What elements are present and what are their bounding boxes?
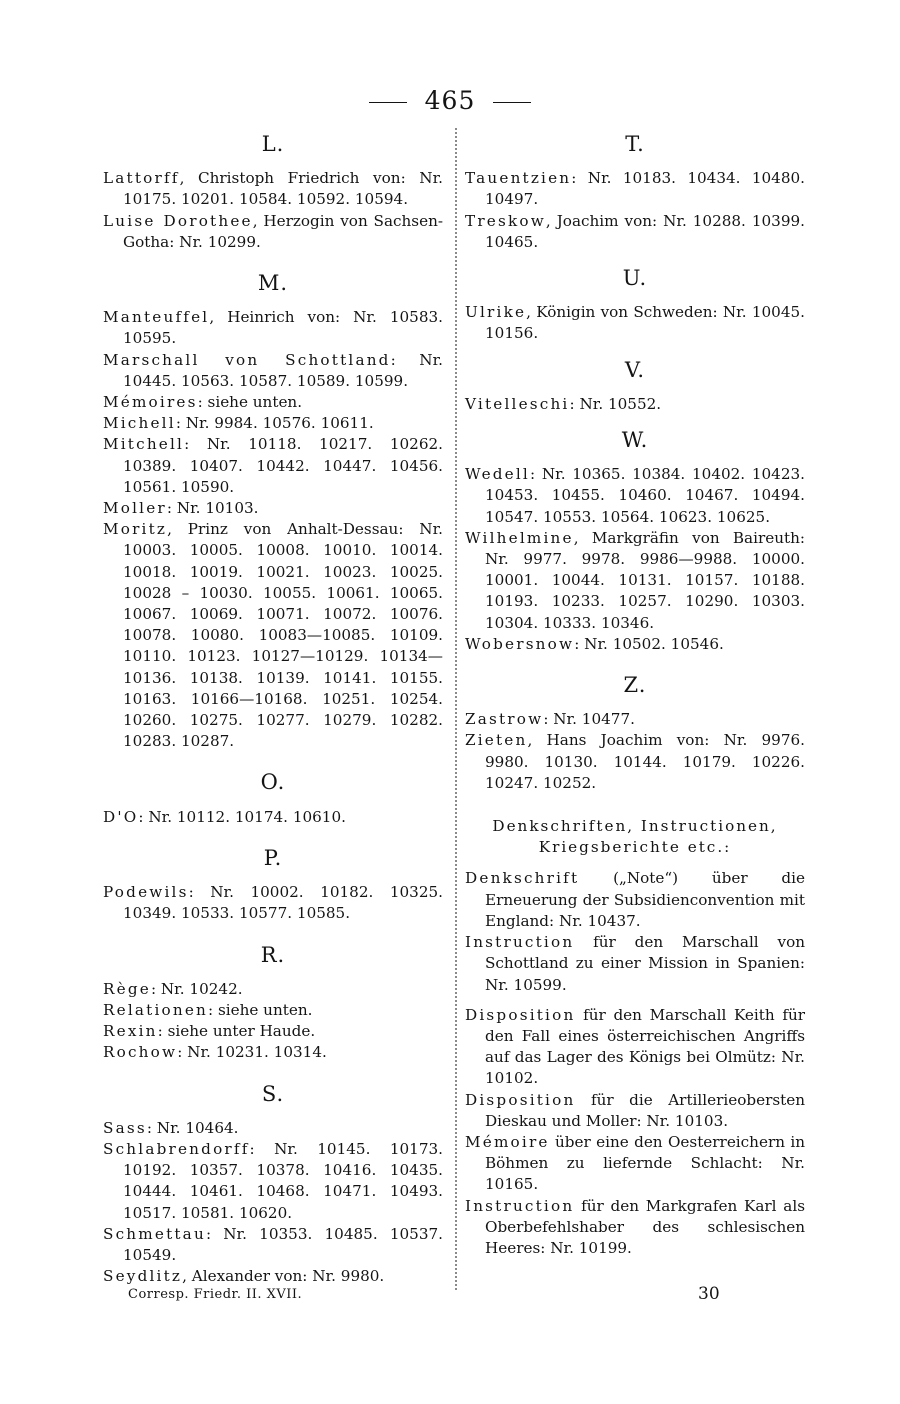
entry-refs: für den Markgrafen Karl als Oberbefehlshaber des schlesischen Heeres: Nr. 10199. [485, 1196, 805, 1257]
entry-name: Michell [103, 414, 176, 433]
index-entry [465, 1090, 805, 1132]
section-letter: L. [261, 132, 285, 156]
entry-refs: über eine den Oesterreichern in Böhmen zu liefernde Schlacht: Nr. 10165. [485, 1132, 805, 1194]
entry-name: Relationen [103, 1000, 208, 1019]
entry-refs: , Joachim von: Nr. 10288. 10399. 10465. [485, 211, 805, 251]
entry-refs: („Note“) über die Erneuerung der Subsidienconvention mit England: Nr. 10437. [485, 869, 805, 930]
index-entry [103, 979, 443, 1000]
header-rule-left [369, 102, 407, 103]
index-entry [103, 1118, 443, 1139]
section-letter: Z. [623, 673, 647, 698]
entry-name: Wedell [465, 465, 530, 484]
entry-name: Mitchell [103, 435, 185, 454]
section-letter: O. [260, 770, 286, 795]
index-entry [103, 1042, 443, 1063]
section-m [103, 273, 443, 752]
index-entry [103, 1000, 443, 1021]
entry-name: Rège [103, 979, 151, 998]
entry-name: Instruction [465, 933, 575, 952]
entry-name: Wobersnow [465, 634, 575, 653]
right-column [465, 128, 805, 1259]
index-entry [465, 464, 805, 528]
section-letter: R. [260, 942, 286, 967]
index-entry [465, 730, 805, 794]
entry-name: Zastrow [465, 710, 544, 729]
section-w [465, 430, 805, 655]
entry-refs: , Heinrich von: Nr. 10583. 10595. [123, 308, 443, 348]
footer-signature: Corresp. Friedr. II. XVII. [128, 1287, 303, 1302]
entry-refs: , Herzogin von Sachsen-Gotha: Nr. 10299. [123, 211, 444, 251]
index-entry [465, 168, 805, 210]
entry-refs: : siehe unter Haude. [157, 1022, 316, 1041]
entry-refs: für die Artillerieobersten Dieskau und Moller: Nr. 10103. [485, 1090, 805, 1130]
index-entry [465, 868, 805, 932]
page-number: 465 [424, 86, 476, 115]
index-entry [103, 1139, 443, 1224]
column-divider [455, 128, 457, 1290]
section-s [103, 1081, 443, 1288]
entry-name: Instruction [465, 1196, 575, 1215]
entry-name: Schlabrendorff [103, 1139, 250, 1158]
entry-name: D'O [103, 807, 139, 826]
index-entry [103, 882, 443, 924]
index-entry [465, 211, 805, 253]
section-letter: W. [621, 428, 649, 453]
index-entry [465, 1132, 805, 1196]
section-z [465, 675, 805, 794]
entry-name: Moller [103, 499, 167, 518]
entry-refs: : Nr. 10103. [166, 499, 259, 518]
entry-name: Moritz [103, 520, 168, 539]
section-p [103, 845, 443, 925]
index-entry [103, 519, 443, 752]
entry-name: Wilhelmine [465, 528, 574, 547]
entry-refs: : Nr. 10365. 10384. 10402. 10423. 10453. 10455. 10460. 10467. 10494. 10547. 10553. 10564. 10623. 10625. [485, 465, 805, 526]
section-letter: S. [261, 1081, 285, 1106]
entry-refs: : Nr. 9984. 10576. 10611. [175, 414, 374, 433]
entry-refs: , Alexander von: Nr. 9980. [182, 1267, 385, 1286]
entry-name: Marschall von Schottland [103, 350, 391, 369]
index-entry [103, 307, 443, 349]
index-entry [465, 932, 805, 996]
entry-refs: : Nr. 10552. [569, 394, 662, 413]
section-r [103, 942, 443, 1064]
entry-refs: für den Marschall von Schottland zu einer Mission in Spanien: Nr. 10599. [485, 933, 805, 994]
section-t [465, 134, 805, 253]
entry-name: Vitelleschi [465, 394, 570, 413]
index-entry [465, 634, 805, 655]
entry-refs: : Nr. 10002. 10182. 10325. 10349. 10533. 10577. 10585. [123, 883, 443, 923]
heading-line: Denkschriften, Instructionen, [492, 817, 778, 836]
entry-refs: : Nr. 10231. 10314. [177, 1043, 327, 1062]
entry-name: Zieten [465, 731, 528, 750]
entry-refs: , Christoph Friedrich von: Nr. 10175. 10201. 10584. 10592. 10594. [123, 169, 443, 209]
entry-name: Seydlitz [103, 1267, 183, 1286]
entry-refs: : Nr. 10183. 10434. 10480. 10497. [485, 169, 805, 209]
index-entry [103, 350, 443, 392]
index-entry [103, 1266, 443, 1287]
section-denkschriften [465, 816, 805, 1259]
index-entry [465, 302, 805, 344]
entry-name: Sass [103, 1118, 147, 1137]
entry-name: Schmettau [103, 1224, 206, 1243]
entry-refs: : Nr. 10464. [146, 1118, 239, 1137]
entry-name: Tauentzien [465, 169, 572, 188]
index-entry [103, 434, 443, 498]
section-letter: U. [622, 266, 648, 291]
entry-refs: : Nr. 10353. 10485. 10537. 10549. [123, 1224, 443, 1264]
index-entry [465, 394, 805, 415]
entry-name: Disposition [465, 1005, 576, 1024]
denkschriften-heading [465, 816, 805, 858]
entry-refs: , Prinz von Anhalt-Dessau: Nr. 10003. 10005. 10008. 10010. 10014. 10018. 10019. 10021. 10023. 10025. 10028 – 10030. 10055. 10061. 10065. 10067. 10069. 10071. 10072. 10076. 10078. 10080. 10083—10085. 10109. 10110. 10123. 10127—10129. 10134—10136. 10138. 10139. 10141. 10155. 10163. 10166—10168. 10251. 10254. 10260. 10275. 10277. 10279. 10282. 10283. 10287. [123, 520, 443, 751]
entry-name: Mémoires [103, 393, 198, 412]
page-header [0, 86, 900, 115]
entry-name: Podewils [103, 883, 189, 902]
index-entry [103, 498, 443, 519]
index-entry [103, 1021, 443, 1042]
entry-name: Ulrike [465, 303, 527, 322]
left-column [103, 128, 443, 1287]
section-v [465, 357, 805, 415]
entry-refs: , Königin von Schweden: Nr. 10045. 10156. [485, 303, 805, 343]
index-entry [103, 1224, 443, 1266]
header-rule-right [493, 102, 531, 103]
entry-refs: : Nr. 10112. 10174. 10610. [138, 807, 346, 826]
index-entry [465, 1005, 805, 1090]
section-letter: M. [257, 271, 289, 296]
section-letter: T. [625, 132, 645, 156]
entry-name: Rexin [103, 1022, 158, 1041]
section-l [103, 134, 443, 253]
index-entry [103, 807, 443, 828]
entry-refs: , Hans Joachim von: Nr. 9976. 9980. 10130. 10144. 10179. 10226. 10247. 10252. [485, 731, 805, 792]
entry-name: Luise Dorothee [103, 211, 253, 230]
entry-refs: : Nr. 10502. 10546. [574, 634, 724, 653]
entry-refs: für den Marschall Keith für den Fall eines österreichischen Angriffs auf das Lager des Königs bei Olmütz: Nr. 10102. [485, 1005, 805, 1088]
entry-refs: : Nr. 10477. [543, 710, 635, 729]
index-entry [103, 211, 443, 253]
index-entry [465, 528, 805, 634]
entry-name: Disposition [465, 1090, 576, 1109]
section-u [465, 268, 805, 345]
entry-name: Denkschrift [465, 869, 580, 888]
entry-name: Lattorff [103, 169, 180, 188]
index-entry [103, 168, 443, 210]
heading-line: Kriegsberichte etc.: [538, 838, 732, 857]
entry-refs: , Markgräfin von Baireuth: Nr. 9977. 9978. 9986—9988. 10000. 10001. 10044. 10131. 10157. 10188. 10193. 10233. 10257. 10290. 10303. 10304. 10333. 10346. [485, 528, 805, 632]
entry-name: Rochow [103, 1043, 178, 1062]
section-o [103, 772, 443, 827]
entry-refs: : Nr. 10118. 10217. 10262. 10389. 10407. 10442. 10447. 10456. 10561. 10590. [123, 435, 443, 496]
footer-sheet-number: 30 [698, 1284, 720, 1304]
entry-refs: : siehe unten. [197, 393, 303, 412]
entry-refs: : Nr. 10145. 10173. 10192. 10357. 10378. 10416. 10435. 10444. 10461. 10468. 10471. 10493. 10517. 10581. 10620. [123, 1139, 443, 1222]
section-letter: V. [624, 357, 646, 382]
index-entry [103, 392, 443, 413]
index-entry [103, 413, 443, 434]
index-entry [465, 709, 805, 730]
section-letter: P. [263, 845, 283, 870]
entry-name: Mémoire [465, 1132, 550, 1151]
entry-refs: : siehe unten. [208, 1000, 313, 1019]
entry-refs: : Nr. 10242. [150, 979, 243, 998]
index-entry [465, 1196, 805, 1260]
entry-refs: : Nr. 10445. 10563. 10587. 10589. 10599. [123, 350, 443, 390]
entry-name: Treskow [465, 211, 546, 230]
entry-name: Manteuffel [103, 308, 210, 327]
